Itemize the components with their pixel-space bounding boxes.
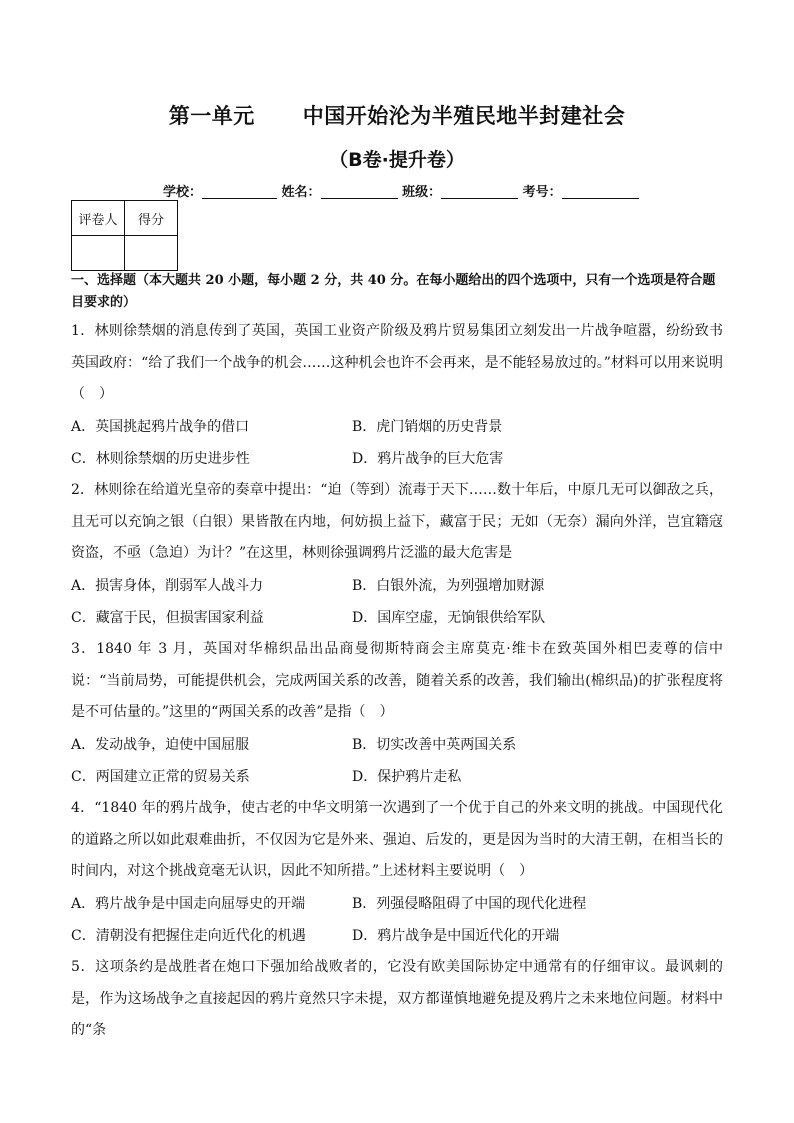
grader-header: 评卷人: [72, 201, 125, 236]
name-label: 姓名：: [281, 185, 321, 200]
question-3-stem: 3．1840 年 3 月，英国对华棉织品出品商曼彻斯特商会主席莫克·维卡在致英国外相巴麦尊的信中说：“当前局势，可能提供机会，完成两国关系的改善，随着关系的改善，我们输出(棉织品)的扩张程度将是不可估量的。”这里的“两国关系的改善”是指（ ）: [71, 641, 723, 720]
section-heading: 一、选择题（本大题共 20 小题，每小题 2 分，共 40 分。在每小题给出的四个选项中，只有一个选项是符合题目要求的）: [71, 273, 716, 310]
student-info-line: [163, 181, 639, 200]
option-c[interactable]: C．藏富于民，但损害国家利益: [71, 610, 264, 626]
question-5-stem: 5．这项条约是战胜者在炮口下强加给战败者的，它没有欧美国际协定中通常有的仔细审议。最讽刺的是，作为这场战争之直接起因的鸦片竟然只字未提，双方都谨慎地避免提及鸦片之未来地位问题。材料中的“条: [71, 959, 723, 1038]
option-c[interactable]: C．清朝没有把握住走向近代化的机遇: [71, 928, 306, 944]
question-1-stem: 1．林则徐禁烟的消息传到了英国，英国工业资产阶级及鸦片贸易集团立刻发出一片战争喧嚣，纷纷致书英国政府：“给了我们一个战争的机会……这种机会也许不会再来，是不能轻易放过的。”材料可以用来说明（ ）: [71, 323, 723, 402]
class-field[interactable]: [441, 184, 518, 199]
option-c[interactable]: C．林则徐禁烟的历史进步性: [71, 451, 250, 467]
option-d[interactable]: D．鸦片战争的巨大危害: [352, 451, 504, 467]
class-label: 班级：: [402, 185, 442, 200]
option-d[interactable]: D．保护鸦片走私: [352, 769, 462, 785]
option-a[interactable]: A．损害身体，削弱军人战斗力: [71, 578, 264, 594]
option-b[interactable]: B．虎门销烟的历史背景: [352, 419, 503, 435]
option-a[interactable]: A．英国挑起鸦片战争的借口: [71, 419, 250, 435]
page-subtitle: （B卷·提升卷）: [329, 149, 465, 171]
exam-no-field[interactable]: [562, 184, 639, 199]
option-c[interactable]: C．两国建立正常的贸易关系: [71, 769, 250, 785]
exam-no-label: 考号：: [522, 185, 562, 200]
grader-cell[interactable]: [72, 236, 125, 271]
grader-score-table: [71, 200, 178, 271]
title-unit: 第一单元: [168, 104, 255, 128]
question-2-stem: 2．林则徐在给道光皇帝的奏章中提出：“迫（等到）流毒于天下……数十年后，中原几无可以御敌之兵，且无可以充饷之银（白银）果皆散在内地，何妨损上益下，藏富于民；无如（无奈）漏向外洋，岂宜籍寇资盗，不亟（急迫）为计？”在这里，林则徐强调鸦片泛滥的最大危害是: [71, 482, 723, 561]
page-title: [0, 100, 794, 130]
option-d[interactable]: D．国库空虚，无饷银供给军队: [352, 610, 546, 626]
option-d[interactable]: D．鸦片战争是中国近代化的开端: [352, 928, 560, 944]
option-b[interactable]: B．白银外流，为列强增加财源: [352, 578, 545, 594]
school-label: 学校：: [163, 185, 203, 200]
option-a[interactable]: A．发动战争，迫使中国屈服: [71, 737, 250, 753]
option-b[interactable]: B．列强侵略阻碍了中国的现代化进程: [352, 896, 587, 912]
title-topic: 中国开始沦为半殖民地半封建社会: [302, 104, 626, 128]
score-header: 得分: [125, 201, 178, 236]
school-field[interactable]: [202, 184, 277, 199]
name-field[interactable]: [321, 184, 398, 199]
question-4-stem: 4．“1840 年的鸦片战争，使古老的中华文明第一次遇到了一个优于自己的外来文明的挑战。中国现代化的道路之所以如此艰难曲折，不仅因为它是外来、强迫、后发的，更是因为当时的大清王朝，在相当长的时间内，对这个挑战竟毫无认识，因此不知所措。”上述材料主要说明（ ）: [71, 800, 723, 879]
option-b[interactable]: B．切实改善中英两国关系: [352, 737, 517, 753]
score-cell[interactable]: [125, 236, 178, 271]
option-a[interactable]: A．鸦片战争是中国走向屈辱史的开端: [71, 896, 306, 912]
